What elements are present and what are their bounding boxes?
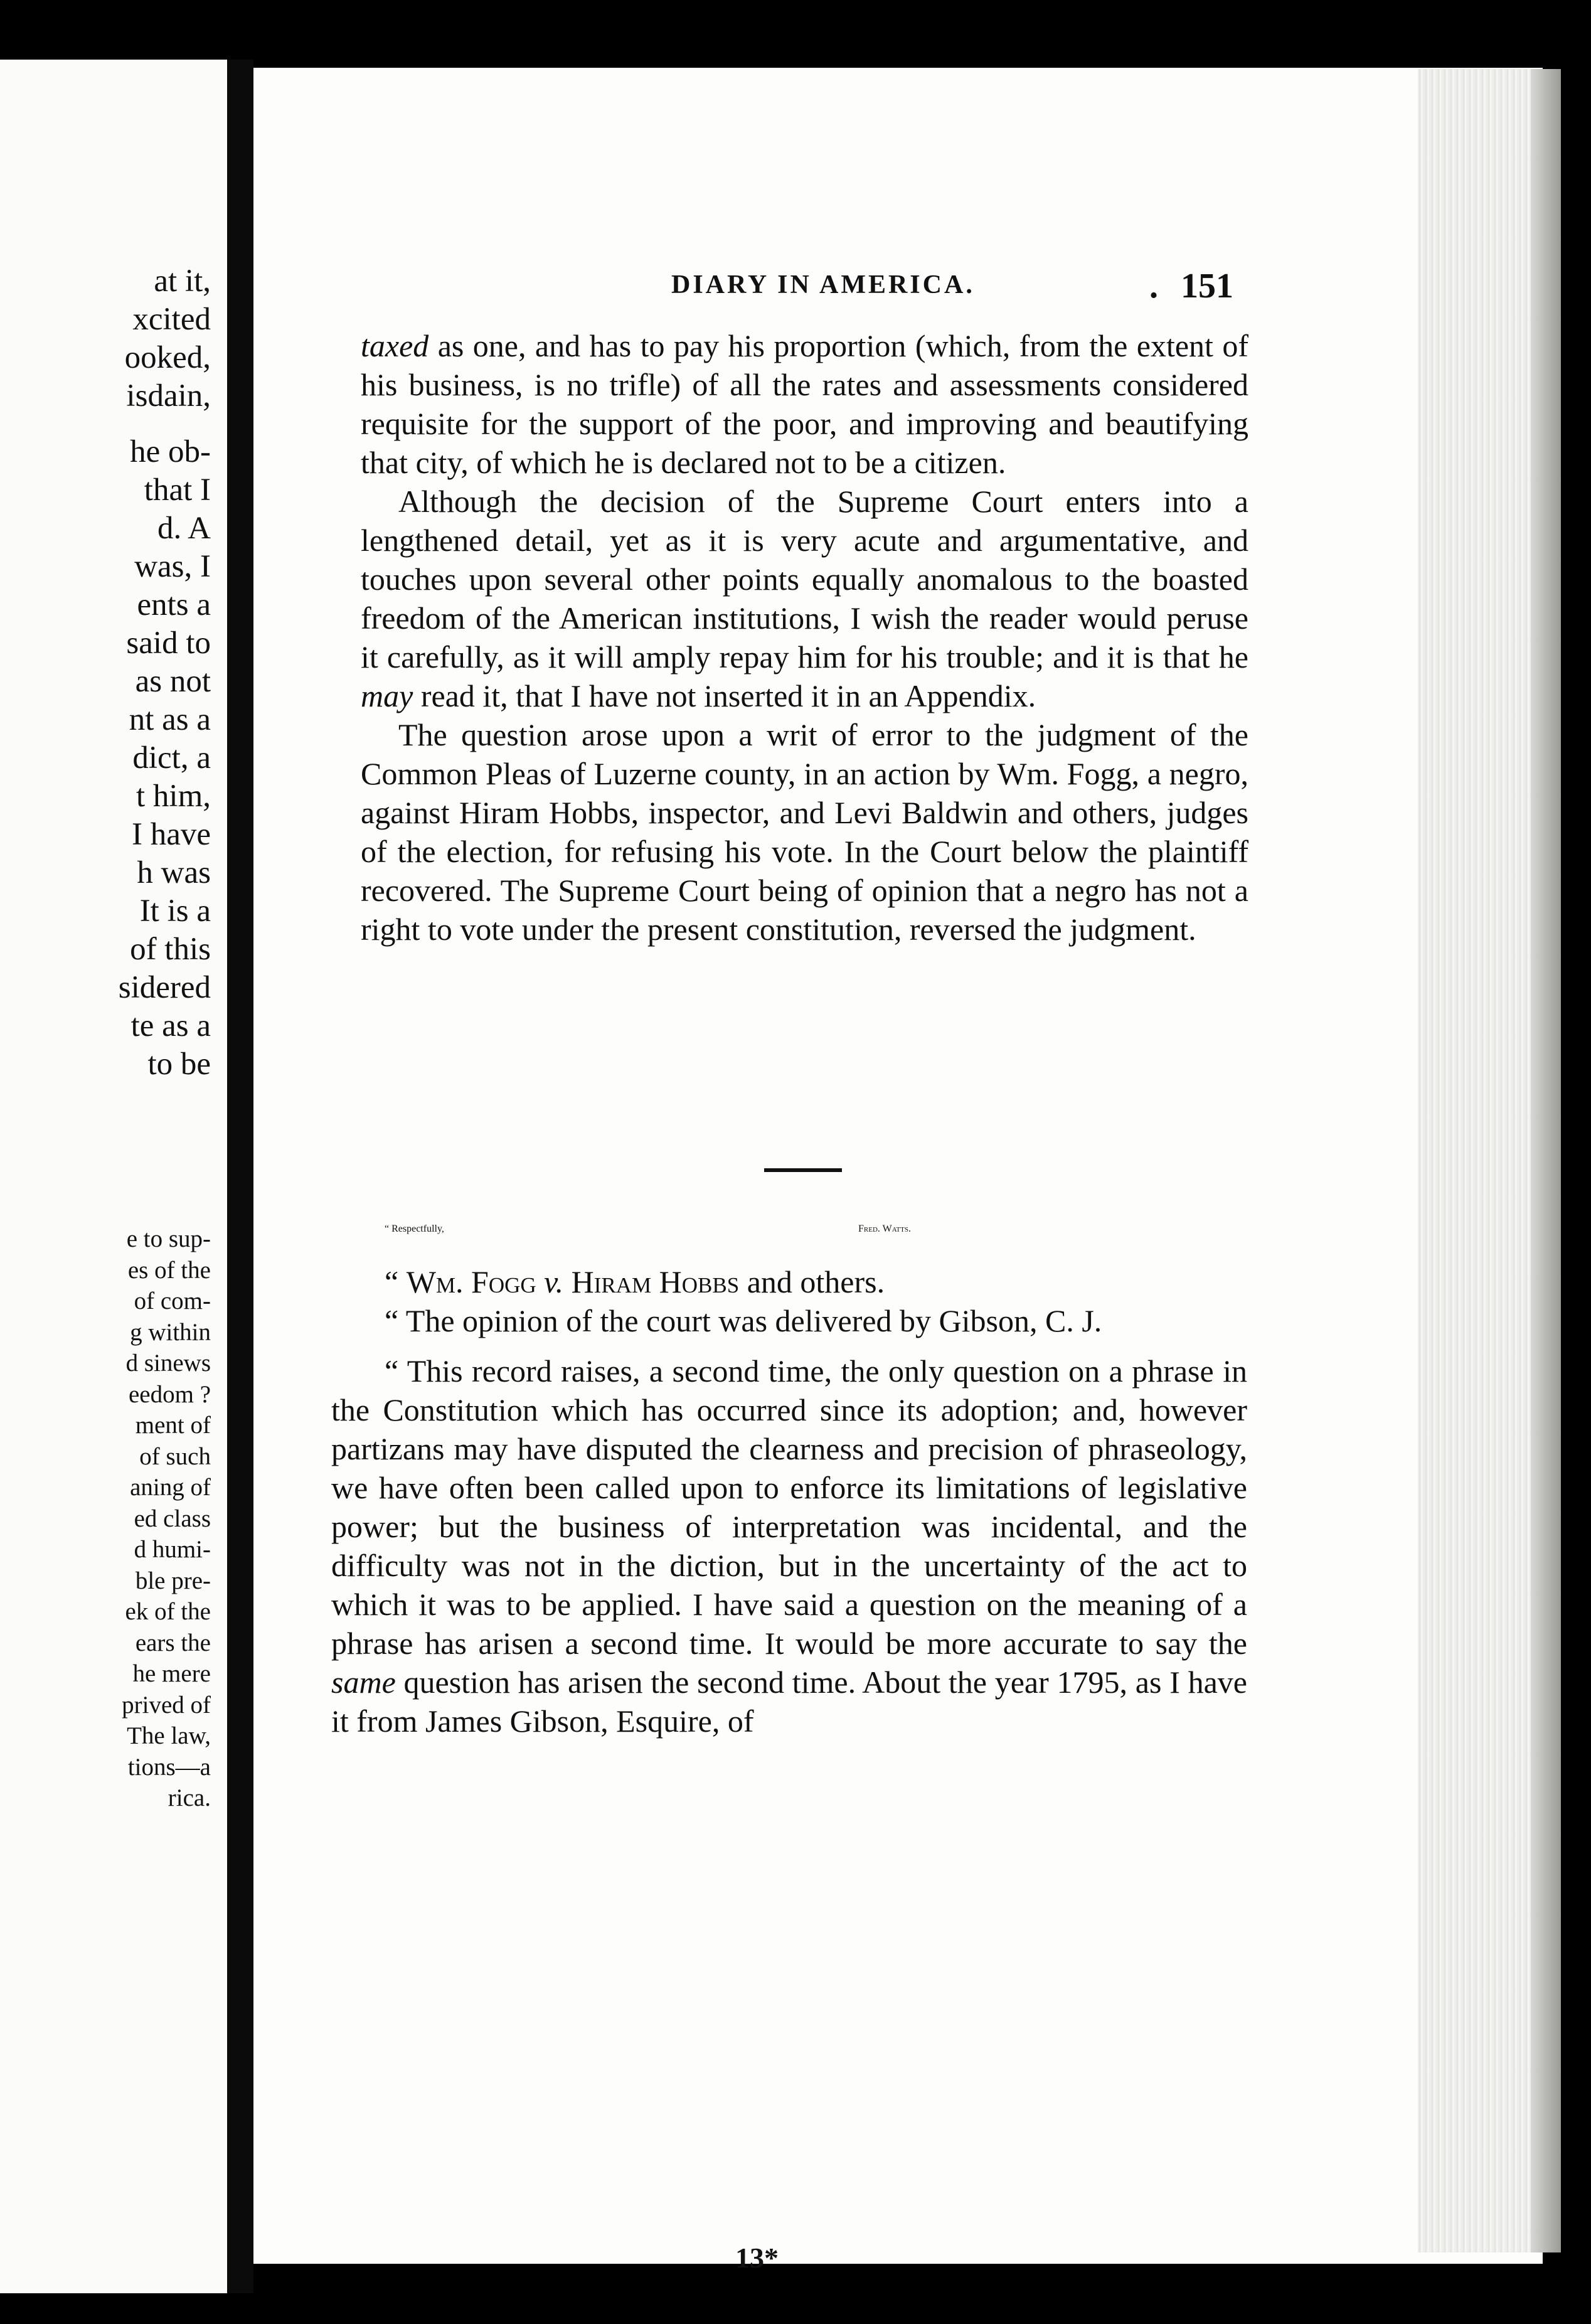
letter-closing: “ Respectfully, — [385, 1223, 444, 1234]
previous-page-footnote-line: d sinews — [125, 1350, 211, 1377]
previous-page-footnote-line: aning of — [130, 1474, 211, 1501]
previous-page-line: said to — [126, 626, 211, 661]
previous-page-footnote-line: eedom ? — [128, 1380, 211, 1408]
quoted-letter — [331, 1223, 1247, 1740]
previous-page-line: sidered — [118, 970, 211, 1005]
previous-page-line: ooked, — [124, 340, 211, 375]
case-plaintiff: Wm. Fogg — [406, 1264, 536, 1299]
previous-page-line: I have — [131, 817, 211, 852]
body-text — [361, 326, 1248, 949]
emphasis-taxed: taxed — [361, 328, 429, 363]
case-title: “ Wm. Fogg v. Hiram Hobbs and others. — [385, 1264, 885, 1299]
previous-page-footnote-line: g within — [130, 1318, 211, 1346]
previous-page-footnote-line: ment of — [135, 1412, 211, 1439]
previous-page-footnote-line: es of the — [127, 1256, 211, 1284]
previous-page-footnote-line: of such — [139, 1442, 211, 1470]
emphasis-same: same — [331, 1665, 396, 1700]
previous-page-footnote-line: of com- — [134, 1287, 211, 1314]
previous-page-footnote-line: e to sup- — [126, 1225, 211, 1252]
previous-page-footnote-line: ble pre- — [135, 1567, 211, 1594]
previous-page-line: nt as a — [129, 702, 211, 737]
previous-page-footnote-line: ed class — [134, 1505, 211, 1532]
page-number-dot: . — [1149, 267, 1158, 306]
letter-signoff — [331, 1223, 1247, 1262]
emphasis-may: may — [361, 678, 413, 713]
previous-page-line: at it, — [154, 264, 211, 299]
previous-page-line: dict, a — [132, 740, 211, 776]
previous-page-line: that I — [144, 472, 211, 508]
page-number-value: 151 — [1181, 267, 1233, 306]
opinion-line: “ The opinion of the court was delivered by Gibson, C. J. — [385, 1303, 1102, 1338]
section-divider — [764, 1168, 842, 1172]
previous-page-line: te as a — [130, 1008, 211, 1043]
previous-page-line: to be — [147, 1047, 211, 1082]
paragraph-2: Although the decision of the Supreme Court enters into a lengthened detail, yet as it is very acute and argumentative, and touches upon several other points equally anomalous to the boasted freedom of the American institutions, I wish the reader would peruse it carefully, as it will amply repay him for his trouble; and it is that he may read it, that I have not inserted it in an Appendix. — [361, 484, 1248, 713]
previous-page-line: ents a — [137, 587, 211, 622]
book-gutter — [227, 60, 253, 2293]
paragraph-3: The question arose upon a writ of error to the judgment of the Common Pleas of Luzerne county, in an action by Wm. Fogg, a negro, against Hiram Hobbs, inspector, and Levi Baldwin and others, judges of the election, for refusing his vote. In the Court below the plaintiff recovered. The Supreme Court being of opinion that a negro has not a right to vote under the present constitution, reversed the judgment. — [361, 717, 1248, 947]
previous-page-line: d. A — [157, 511, 211, 546]
previous-page-footnote-line: ears the — [135, 1629, 211, 1656]
previous-page-line: It is a — [139, 893, 211, 929]
previous-page-footnote-line: The law, — [127, 1722, 211, 1749]
previous-page-line: t him, — [136, 779, 211, 814]
paragraph-1: taxed as one, and has to pay his proportion (which, from the extent of his business, is no trifle) of all the rates and assessments considered requisite for the support of the poor, and improving and beautifying that city, of which he is declared not to be a citizen. — [361, 328, 1248, 480]
running-head: DIARY IN AMERICA. — [671, 270, 975, 299]
previous-page-footnote-line: prived of — [122, 1691, 211, 1719]
previous-page-fragment — [0, 60, 227, 2293]
previous-page-line: was, I — [134, 549, 211, 584]
previous-page-footnote-line: rica. — [168, 1784, 211, 1811]
previous-page-line: isdain, — [126, 378, 211, 413]
previous-page-line: as not — [135, 664, 211, 699]
previous-page-footnote-line: he mere — [132, 1660, 211, 1687]
opinion-body: “ This record raises, a second time, the only question on a phrase in the Constitution which has occurred since its adoption; and, however partizans may have disputed the clearness and precision of phraseology, we have often been called upon to enforce its limitations of legislative power; but the business of interpretation was incidental, and the difficulty was not in the diction, but in the uncertainty of the act to which it was to be applied. I have said a question on the meaning of a phrase has arisen a second time. It would be more accurate to say the same question has arisen the second time. About the year 1795, as I have it from James Gibson, Esquire, of — [331, 1353, 1247, 1739]
previous-page-footnote-line: d humi- — [134, 1536, 211, 1563]
previous-page-footnote-line: tions—a — [127, 1753, 211, 1781]
letter-signer: Fred. Watts. — [858, 1223, 911, 1234]
previous-page-line: he ob- — [130, 434, 211, 469]
case-defendant: Hiram Hobbs — [571, 1264, 740, 1299]
page-edge-shadow — [1531, 69, 1561, 2252]
previous-page-line: of this — [130, 932, 211, 967]
previous-page-line: h was — [137, 855, 211, 890]
signature-mark: 13* — [735, 2242, 779, 2274]
page-number — [1149, 266, 1233, 306]
previous-page-footnote-line: ek of the — [125, 1598, 211, 1625]
previous-page-line: xcited — [132, 302, 211, 337]
